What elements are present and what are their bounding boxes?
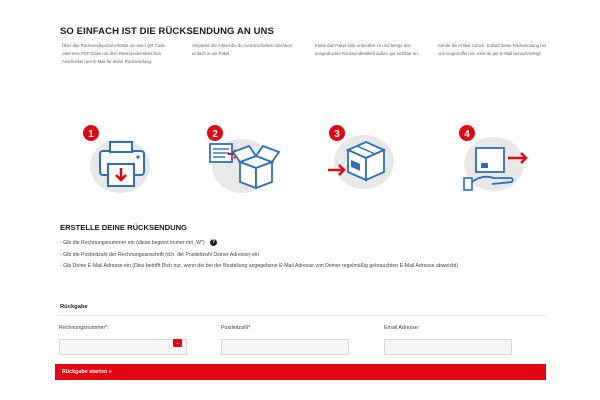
list-item (60, 238, 550, 250)
list-item: - Gib die Postleitzahl der Rechnungsanschrift (d.h. die Postleitzahl Deiner Adresse) ein (60, 251, 259, 258)
step-1-text: Über das Rücksendeportal erhältst du einen QR Code oder eine PDF-Datei mit dem Rücksendeetikett zum Ausdrucken per E-Mail für deine Rücksendung. (62, 43, 165, 64)
sealed-box-icon (322, 118, 408, 198)
email-input[interactable] (384, 339, 512, 355)
start-return-button[interactable]: Rückgabe starten » (55, 364, 546, 380)
handover-box-icon (452, 118, 538, 198)
postal-code-field (221, 325, 349, 355)
info-icon[interactable]: ? (211, 239, 216, 246)
step-3-text: Klebe das Paket bitte ordentlich zu und bringe das ausgedruckte Rücksendeetikett außen gut sichtbar an. (315, 43, 419, 56)
step-2-number: 2 (212, 129, 218, 140)
email-field (384, 325, 512, 355)
printer-label-icon (76, 118, 162, 198)
step-1-number: 1 (88, 129, 94, 140)
form-title: Rückgabe (60, 304, 88, 310)
autofill-badge-icon[interactable]: … (173, 339, 182, 347)
email-label: Email Adresse: (384, 325, 420, 331)
step-4-text: Sende die Artikel zurück. Sobald deine Rücksendung bei uns eingetroffen ist, wirst du per E-Mail benachrichtigt. (438, 43, 546, 56)
list-item: - Gib Deine E-Mail Adresse ein (Dies betrifft Dich nur, wenn die bei der Bestellung angegebene E-Mail Adresse von Deiner regelmäßig gebrauchten E-Mail Adresse abweicht) (60, 263, 459, 269)
page-title: SO EINFACH IST DIE RÜCKSENDUNG AN UNS (60, 26, 274, 37)
step-2-text: Verpacke die Artikel die du zurückschicken möchtest einfach in ein Paket. (192, 43, 292, 56)
invoice-number-label: Rechnungsnummer*: (59, 325, 109, 331)
section-title: ERSTELLE DEINE RÜCKSENDUNG (60, 223, 187, 232)
step-3-number: 3 (334, 129, 340, 140)
form-divider (58, 315, 546, 316)
invoice-number-input[interactable] (59, 339, 187, 355)
steps-text-row (62, 42, 552, 82)
packing-box-icon (200, 118, 286, 198)
instructions-list (60, 238, 550, 273)
postal-code-input[interactable] (221, 339, 349, 355)
postal-code-label: Postleitzahl*: (221, 325, 252, 331)
step-4-number: 4 (464, 129, 470, 140)
steps-icons-row (0, 118, 600, 198)
instruction-text: - Gib die Rechnungsnummer ein (diese beginnt immer mit „W") (60, 240, 206, 246)
invoice-number-field (59, 325, 187, 355)
